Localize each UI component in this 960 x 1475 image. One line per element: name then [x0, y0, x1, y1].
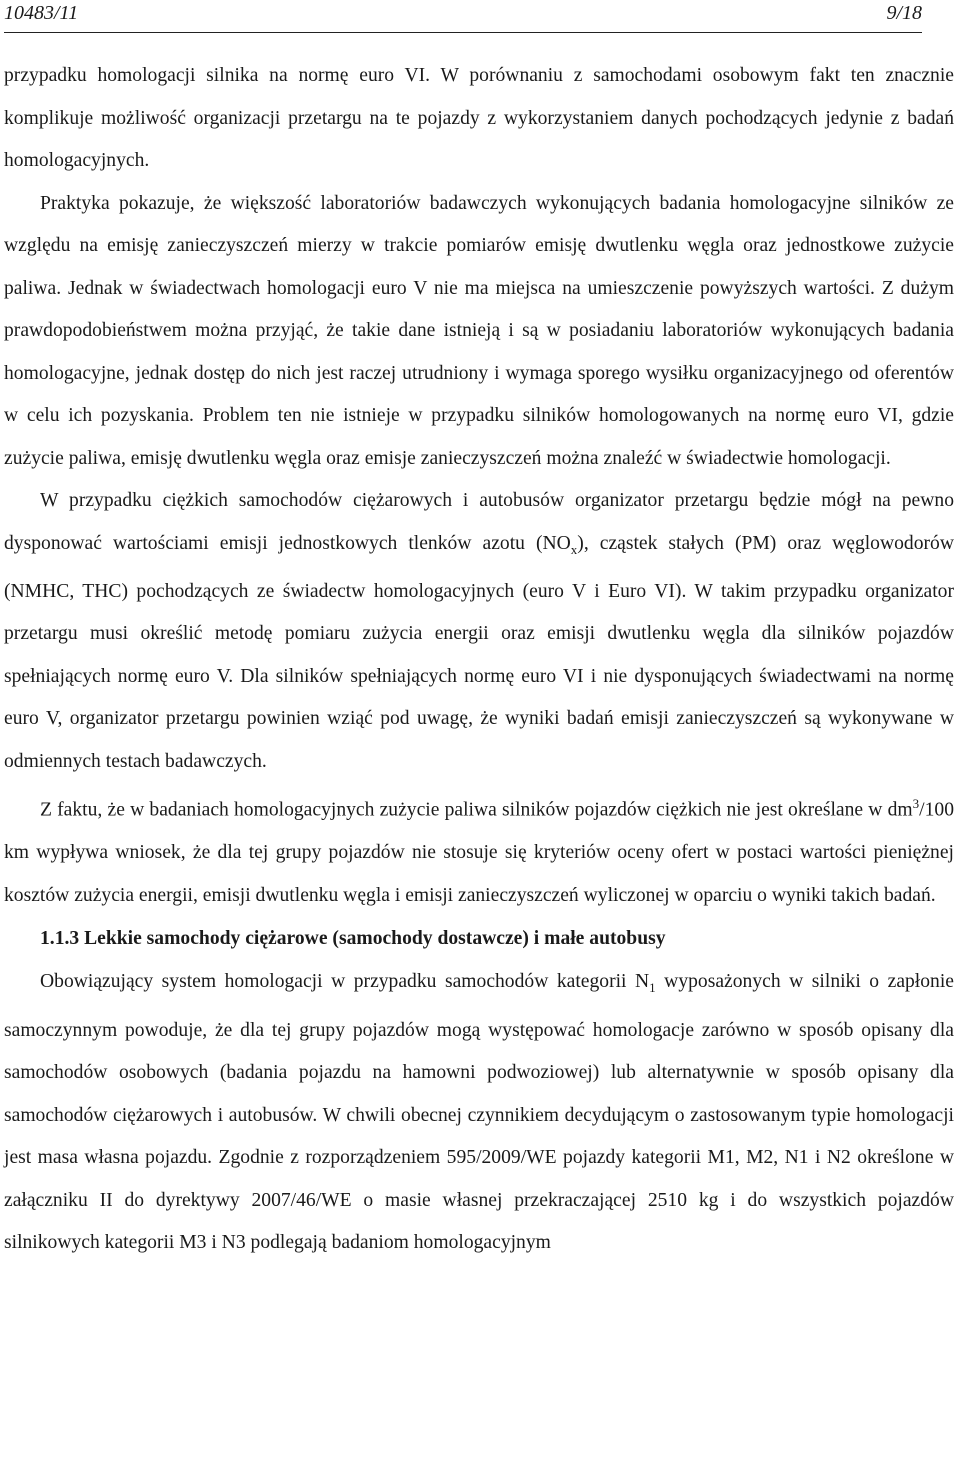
- nox-subscript: x: [570, 541, 578, 557]
- paragraph-3: [4, 480, 954, 783]
- paragraph-5-part-2: wyposażonych w silniki o zapłonie samoczynnym powoduje, że dla tej grupy pojazdów mogą występować homologacje zarówno w sposób opisany dla samochodów osobowych (badania pojazdu na hamowni podwoziowej) lub alternatywnie w sposób opisany dla samochodów ciężarowych i autobusów. W chwili obecnej czynnikiem decydującym o zastosowanym typie homologacji jest masa własna pojazdu. Zgodnie z rozporządzeniem 595/2009/WE pojazdy kategorii M1, M2, N1 i N2 określone w załączniku II do dyrektywy 2007/46/WE o masie własnej przekraczającej 2510 kg i do wszystkich pojazdów silnikowych kategorii M3 i N3 podlegają badaniom homologacyjnym: [4, 971, 954, 1254]
- dm3-superscript: 3: [912, 796, 920, 812]
- paragraph-4: [4, 783, 954, 917]
- paragraph-4-part-1: Z faktu, że w badaniach homologacyjnych zużycie paliwa silników pojazdów ciężkich nie jest określane w dm: [40, 799, 913, 821]
- n1-subscript: 1: [649, 980, 656, 996]
- section-heading: 1.1.3 Lekkie samochody ciężarowe (samochody dostawcze) i małe autobusy: [40, 928, 666, 950]
- paragraph-1: przypadku homologacji silnika na normę euro VI. W porównaniu z samochodami osobowym fakt ten znacznie komplikuje możliwość organizacji przetargu na te pojazdy z wykorzystaniem danych pochodzących jedynie z badań homologacyjnych.: [4, 65, 954, 171]
- paragraph-2: Praktyka pokazuje, że większość laboratoriów badawczych wykonujących badania homologacyjne silników ze względu na emisję zanieczyszczeń mierzy w trakcie pomiarów emisję dwutlenku węgla oraz jednostkowe zużycie paliwa. Jednak w świadectwach homologacji euro V nie ma miejsca na umieszczenie powyższych wartości. Z dużym prawdopodobieństwem można przyjąć, że takie dane istnieją i są w posiadaniu laboratoriów wykonujących badania homologacyjne, jednak dostęp do nich jest raczej utrudniony i wymaga sporego wysiłku organizacyjnego od oferentów w celu ich pozyskania. Problem ten nie istnieje w przypadku silników homologowanych na normę euro VI, gdzie zużycie paliwa, emisję dwutlenku węgla oraz emisje zanieczyszczeń można znaleźć w świadectwie homologacji.: [4, 192, 954, 469]
- page-header: [4, 2, 922, 33]
- document-body: [4, 55, 954, 1265]
- paragraph-4-part-2: /100 km wypływa wniosek, że dla tej grupy pojazdów nie stosuje się kryteriów oceny ofert w postaci wartości pieniężnej kosztów zużycia energii, emisji dwutlenku węgla i emisji zanieczyszczeń wyliczonej w oparciu o wyniki takich badań.: [4, 799, 954, 906]
- paragraph-3-part-2: ), cząstek stałych (PM) oraz węglowodorów (NMHC, THC) pochodzących ze świadectw homologacyjnych (euro V i Euro VI). W takim przypadku organizator przetargu musi określić metodę pomiaru zużycia energii oraz emisji dwutlenku węgla dla silników pojazdów spełniających normę euro V. Dla silników spełniających normę euro VI i nie dysponujących świadectwami na normę euro V, organizator przetargu powinien wziąć pod uwagę, że wyniki badań emisji zanieczyszczeń są wykonywane w odmiennych testach badawczych.: [4, 532, 954, 772]
- paragraph-5: [4, 961, 954, 1264]
- document-id: 10483/11: [4, 2, 79, 24]
- paragraph-3-part-1: W przypadku ciężkich samochodów ciężarowych i autobusów organizator przetargu będzie mógł na pewno dysponować wartościami emisji jednostkowych tlenków azotu (NO: [4, 490, 954, 554]
- paragraph-5-part-1: Obowiązujący system homologacji w przypadku samochodów kategorii N: [40, 971, 650, 993]
- page-number: 9/18: [886, 2, 922, 24]
